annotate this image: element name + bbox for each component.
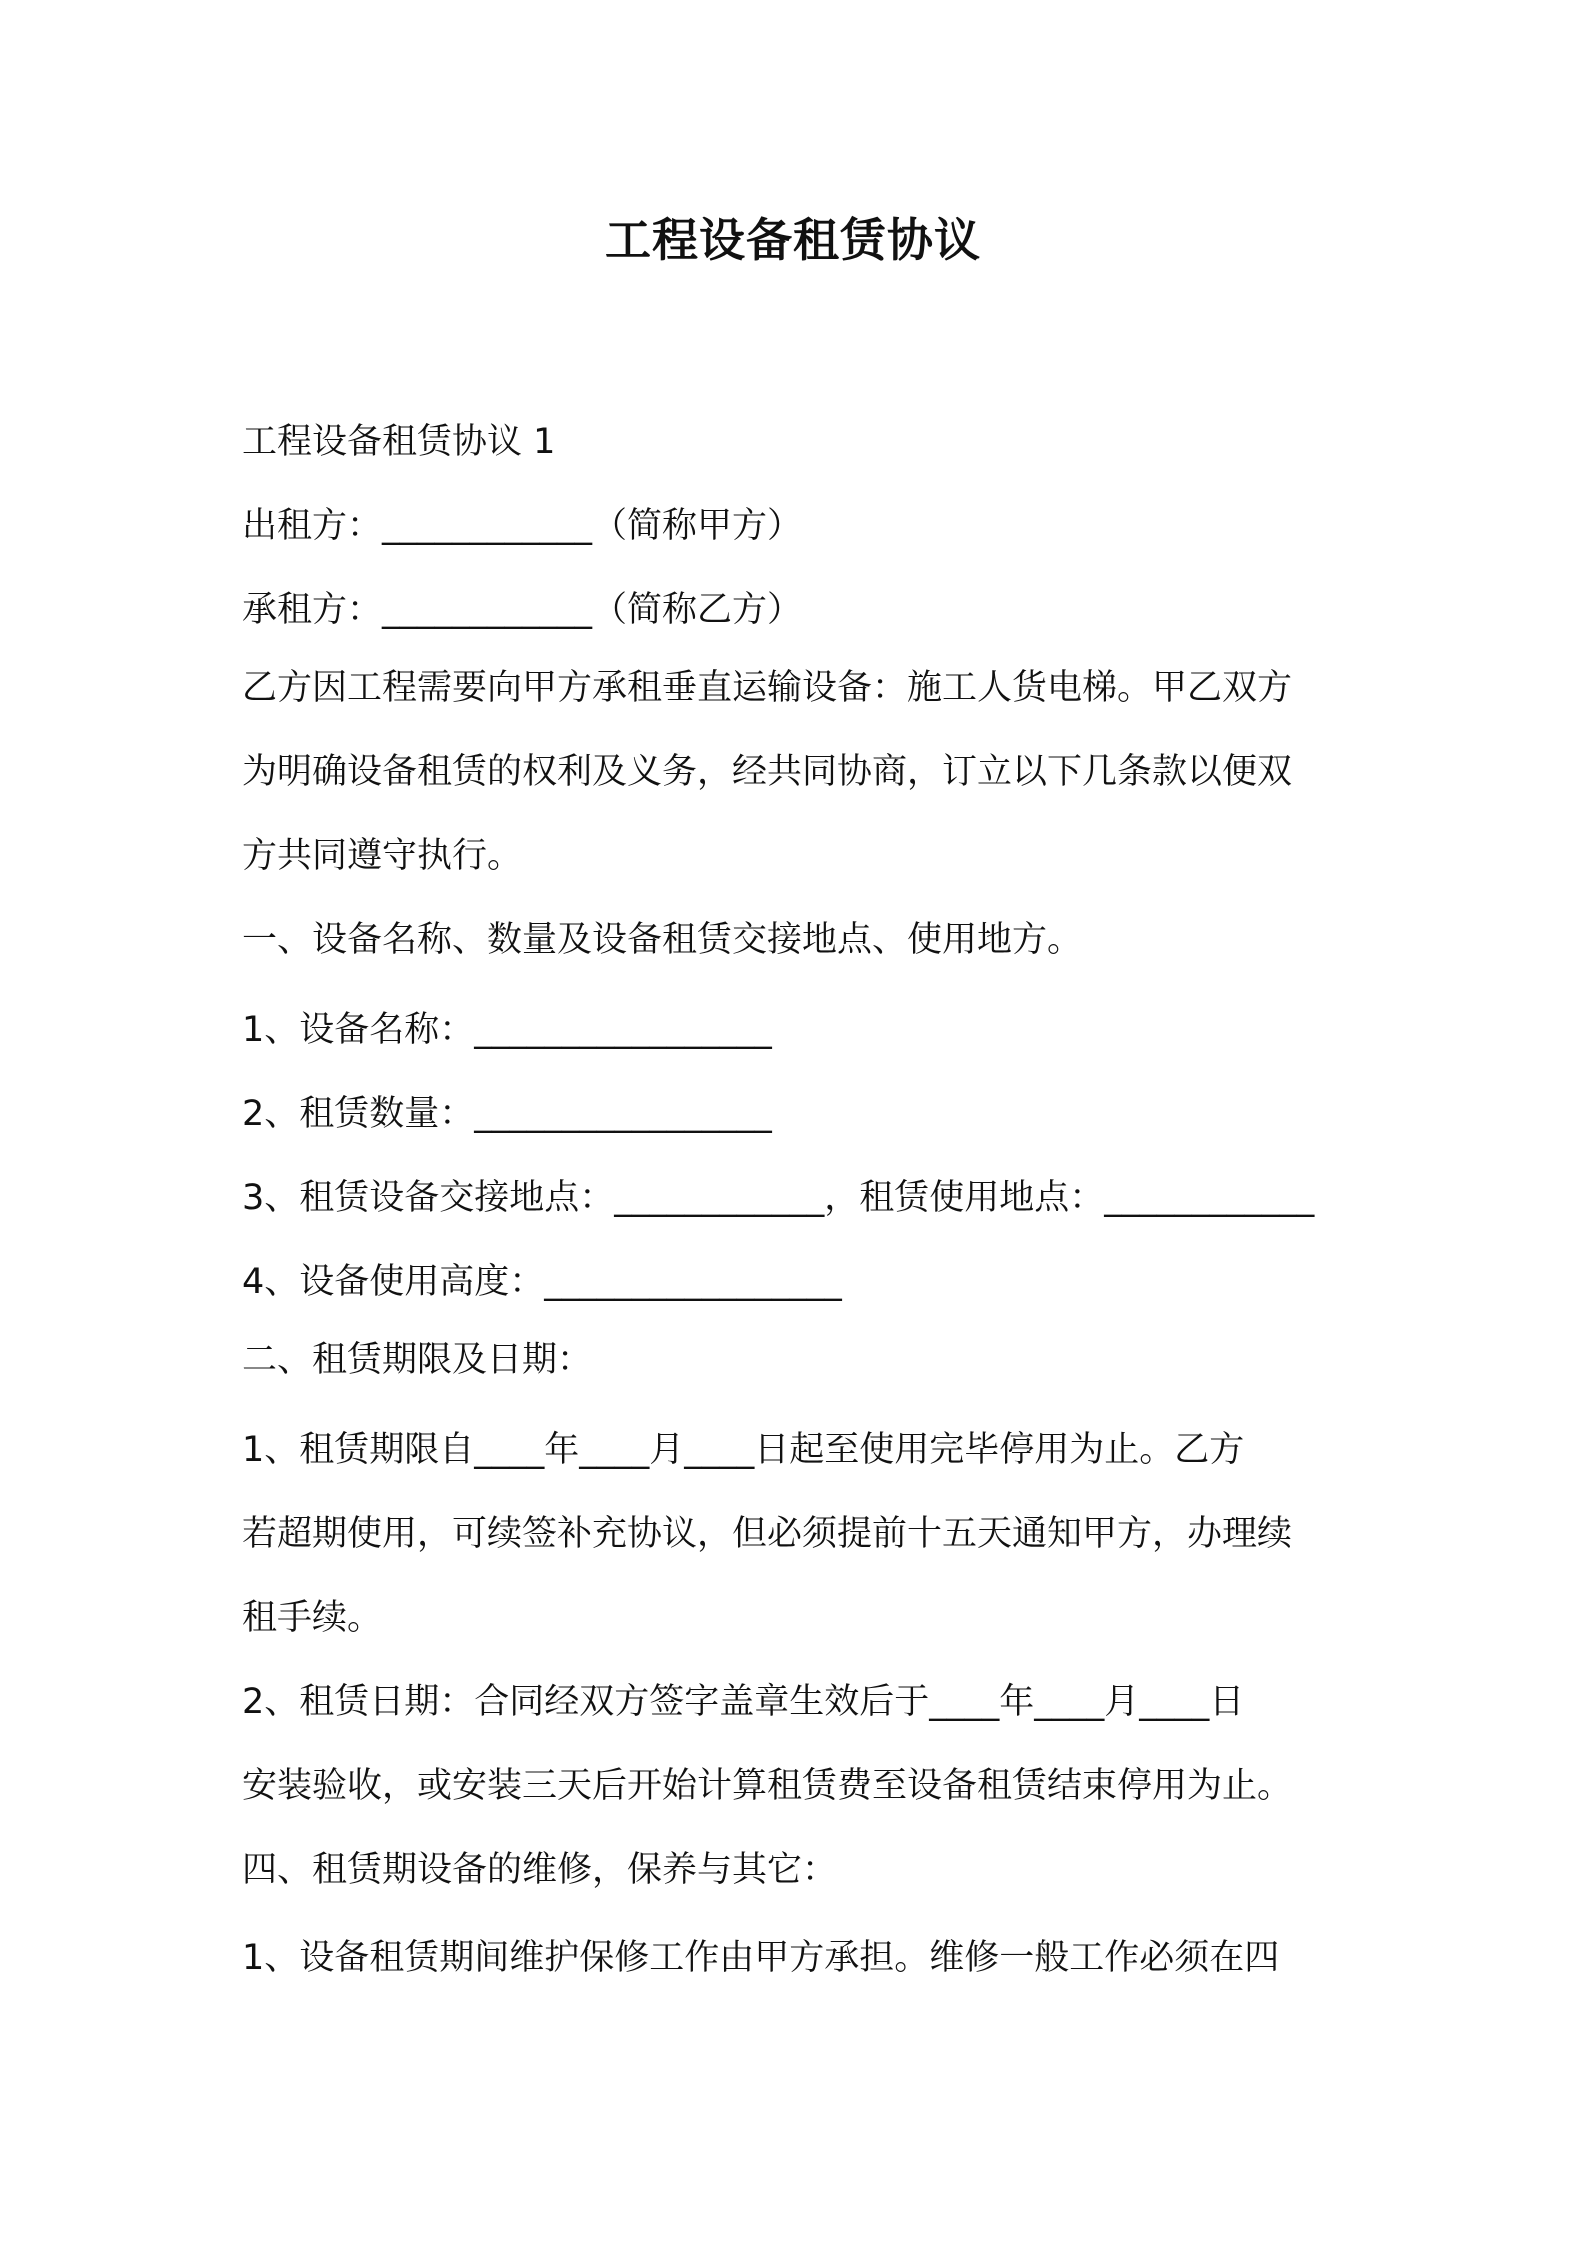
- intro-line-2: 为明确设备租赁的权利及义务，经共同协商，订立以下几条款以便双: [242, 752, 1293, 792]
- section-4-heading: 四、租赁期设备的维修，保养与其它：: [242, 1850, 838, 1890]
- rental-date-line-1: 2、租赁日期：合同经双方签字盖章生效后于____年____月____日: [242, 1682, 1245, 1722]
- maintenance-line-1: 1、设备租赁期间维护保修工作由甲方承担。维修一般工作必须在四: [242, 1938, 1280, 1978]
- rental-period-line-2: 若超期使用，可续签补充协议，但必须提前十五天通知甲方，办理续: [242, 1514, 1293, 1554]
- intro-line-1: 乙方因工程需要向甲方承租垂直运输设备：施工人货电梯。甲乙双方: [242, 668, 1293, 708]
- rental-date-line-2: 安装验收，或安装三天后开始计算租赁费至设备租赁结束停用为止。: [242, 1766, 1293, 1806]
- item-usage-height: 4、设备使用高度：_________________: [242, 1262, 842, 1302]
- lessee-line: 承租方：____________（简称乙方）: [242, 590, 803, 630]
- intro-line-3: 方共同遵守执行。: [242, 836, 523, 876]
- item-equipment-name: 1、设备名称：_________________: [242, 1010, 772, 1050]
- document-title: 工程设备租赁协议: [605, 213, 981, 267]
- item-rental-quantity: 2、租赁数量：_________________: [242, 1094, 772, 1134]
- subtitle-line: 工程设备租赁协议 1: [242, 422, 556, 462]
- section-2-heading: 二、租赁期限及日期：: [242, 1340, 593, 1380]
- lessor-line: 出租方：____________（简称甲方）: [242, 506, 803, 546]
- rental-period-line-1: 1、租赁期限自____年____月____日起至使用完毕停用为止。乙方: [242, 1430, 1245, 1470]
- item-handover-location: 3、租赁设备交接地点：____________，租赁使用地点：____________: [242, 1178, 1315, 1218]
- section-1-heading: 一、设备名称、数量及设备租赁交接地点、使用地方。: [242, 920, 1083, 960]
- rental-period-line-3: 租手续。: [242, 1598, 383, 1638]
